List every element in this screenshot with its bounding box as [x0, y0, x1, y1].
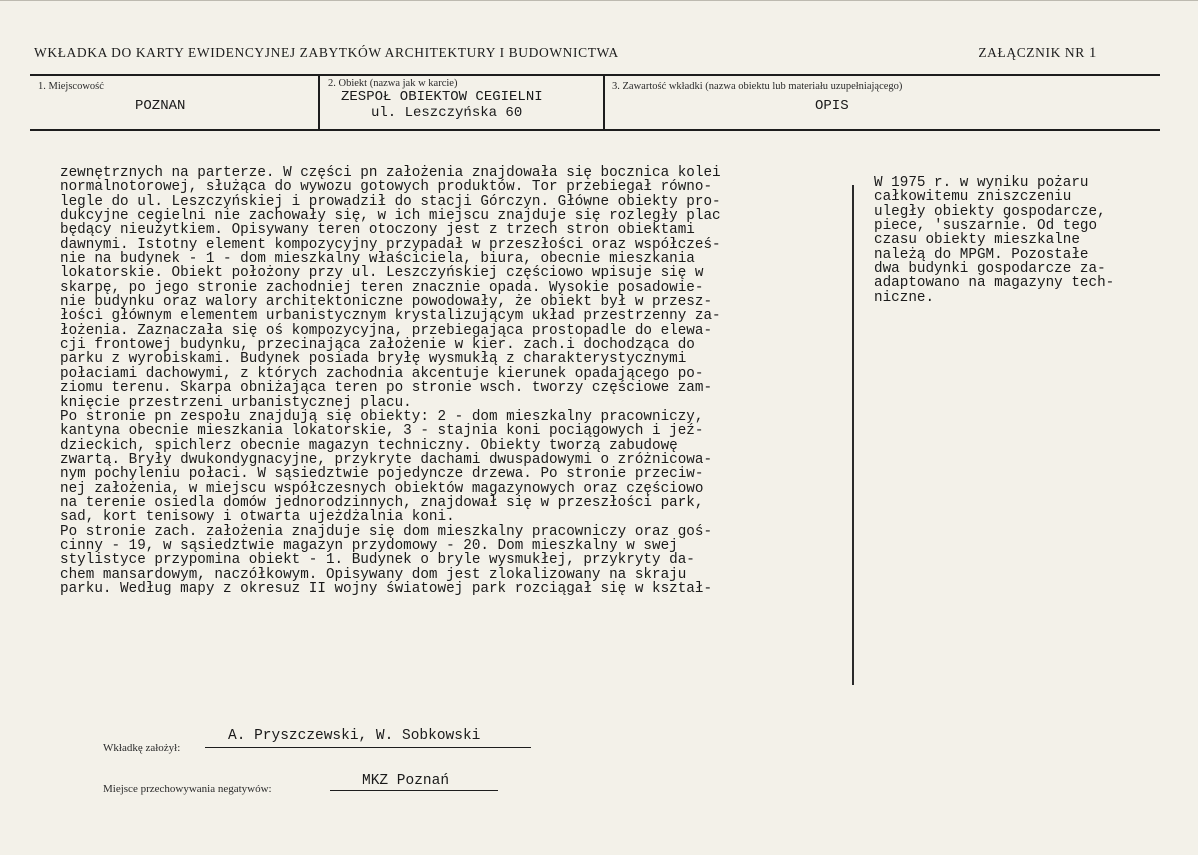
main-line: cinny - 19, w sąsiedztwie magazyn przydomowy - 20. Dom mieszkalny w swej	[60, 537, 678, 554]
main-line: łości głównym elementem urbanistycznym krystalizującym układ przestrzenny za-	[60, 308, 721, 325]
main-line: Po stronie pn zespołu znajdują się obiekty: 2 - dom mieszkalny pracowniczy,	[60, 408, 704, 425]
main-line: ziomu terenu. Skarpa obniżająca teren po stronie wsch. tworzy częściowe zam-	[60, 380, 713, 397]
main-line: łożenia. Zaznaczała się oś kompozycyjna, przebiegająca prostopadle do elewa-	[60, 322, 713, 339]
main-line: Po stronie zach. założenia znajduje się dom mieszkalny pracowniczy oraz goś-	[60, 523, 713, 540]
author-label: Wkładkę założył:	[103, 742, 181, 754]
main-line: nym pochyleniu połaci. W sąsiedztwie pojedyncze drzewa. Po stronie przeciw-	[60, 466, 704, 483]
attachment-label: ZAŁĄCZNIK NR	[978, 45, 1085, 60]
author-value: A. Pryszczewski, W. Sobkowski	[228, 728, 481, 744]
object-value-line2: ul. Leszczyńska 60	[371, 105, 523, 121]
header-rule-top	[30, 74, 1160, 76]
main-line: nej założenia, w miejscu współczesnych obiektów magazynowych oraz częściowo	[60, 480, 704, 497]
storage-label: Miejsce przechowywania negatywów:	[103, 783, 272, 795]
content-value: OPIS	[815, 98, 849, 114]
side-line: adaptowano na magazyny tech-	[874, 275, 1115, 292]
main-line: nie na budynek - 1 - dom mieszkalny właściciela, biura, obecnie mieszkania	[60, 251, 695, 268]
main-line: dzieckich, spichlerz obecnie magazyn techniczny. Obiekty tworzą zabudowę	[60, 437, 678, 454]
side-line: dwa budynki gospodarcze za-	[874, 261, 1106, 278]
field-divider-1	[318, 76, 320, 129]
main-line: cji frontowej budynku, przecinająca założenie w kier. zach.i dochodząca do	[60, 337, 695, 354]
main-line: legle do ul. Leszczyńskiej i prowadził do stacji Górczyn. Główne obiekty pro-	[60, 193, 721, 210]
main-line: połaciami dachowymi, z których zachodnia akcentuje kierunek opadającego po-	[60, 365, 704, 382]
storage-underline	[330, 790, 498, 791]
object-label: 2. Obiekt (nazwa jak w karcie)	[328, 78, 458, 89]
description-side-note	[874, 176, 1114, 305]
content-label: 3. Zawartość wkładki (nazwa obiektu lub materiału uzupełniającego)	[612, 81, 903, 92]
side-line: W 1975 r. w wyniku pożaru	[874, 175, 1089, 191]
locality-label: 1. Miejscowość	[38, 81, 104, 92]
main-line: kantyna obecnie mieszkania lokatorskie, 3 - stajnia koni pociągowych i jeź-	[60, 423, 704, 440]
main-line: zwartą. Bryły dwukondygnacyjne, przykryte dachami dwuspadowymi o zróżnicowa-	[60, 451, 713, 468]
main-line: parku. Według mapy z okresuz II wojny światowej park rozciągał się w kształ-	[60, 580, 713, 597]
field-divider-2	[603, 76, 605, 129]
main-line: normalnotorowej, służąca do wywozu gotowych produktów. Tor przebiegał równo-	[60, 179, 713, 196]
main-line: knięcie przestrzeni urbanistycznej placu.	[60, 394, 412, 411]
attachment-number-value: 1	[1088, 45, 1097, 61]
main-line: skarpę, po jego stronie zachodniej teren znacznie opada. Wysokie posadowie-	[60, 279, 704, 296]
form-title: WKŁADKA DO KARTY EWIDENCYJNEJ ZABYTKÓW ARCHITEKTURY I BUDOWNICTWA	[34, 45, 619, 60]
storage-value: MKZ Poznań	[362, 773, 450, 789]
side-line: całkowitemu zniszczeniu	[874, 189, 1072, 206]
attachment-number	[978, 45, 1097, 62]
header-rule-bottom	[30, 129, 1160, 131]
description-main-lines	[60, 166, 721, 596]
locality-value: POZNAN	[135, 98, 186, 114]
side-line: piece, 'suszarnie. Od tego	[874, 218, 1098, 235]
main-line: stylistyce przypomina obiekt - 1. Budynek o bryle wysmukłej, przykryty da-	[60, 552, 695, 569]
main-line: dukcyjne cegielni nie zachowały się, w ich miejscu znajduje się rozległy plac	[60, 208, 721, 225]
object-value-line1: ZESPOŁ OBIEKTOW CEGIELNI	[341, 89, 543, 105]
side-line: niczne.	[874, 289, 935, 306]
main-line: parku z wyrobiskami. Budynek posiada bryłę wysmukłą z charakterystycznymi	[60, 351, 687, 368]
side-column-rule	[852, 185, 854, 685]
main-line: będący nieużytkiem. Opisywany teren otoczony jest z trzech stron obiektami	[60, 222, 695, 239]
main-line: zewnętrznych na parterze. W części pn założenia znajdowała się bocznica kolei	[60, 165, 721, 181]
side-line: należą do MPGM. Pozostałe	[874, 246, 1089, 263]
main-line: nie budynku oraz walory architektoniczne powodowały, że obiekt był w przesz-	[60, 294, 713, 311]
main-line: na terenie osiedla domów jednorodzinnych, znajdował się w przeszłości park,	[60, 494, 704, 511]
author-underline	[205, 747, 531, 748]
main-line: chem mansardowym, naczółkowym. Opisywany dom jest zlokalizowany na skraju	[60, 566, 687, 583]
side-line: uległy obiekty gospodarcze,	[874, 203, 1106, 220]
main-line: lokatorskie. Obiekt położony przy ul. Leszczyńskiej częściowo wpisuje się w	[60, 265, 704, 282]
side-note-lines	[874, 176, 1114, 305]
main-line: sad, kort tenisowy i otwarta ujeżdżalnia koni.	[60, 509, 455, 526]
description-main	[60, 166, 721, 596]
main-line: dawnymi. Istotny element kompozycyjny przypadał w przeszłości oraz współcześ-	[60, 236, 721, 253]
side-line: czasu obiekty mieszkalne	[874, 232, 1080, 249]
